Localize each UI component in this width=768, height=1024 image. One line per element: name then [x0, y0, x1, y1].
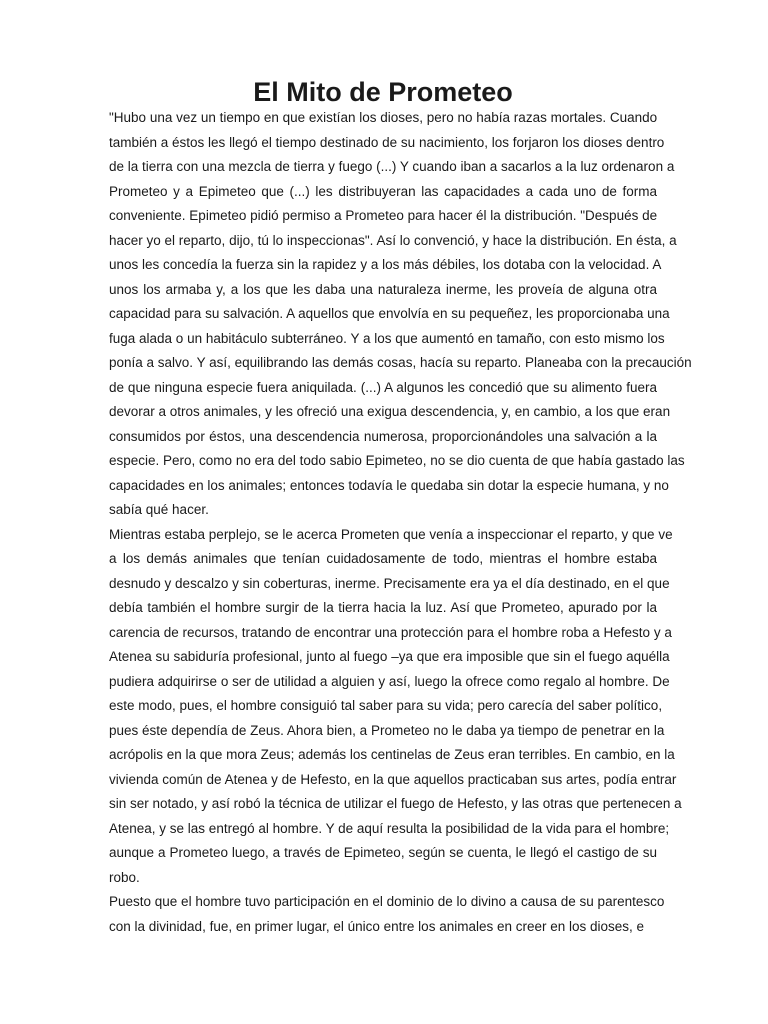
- text-line: sin ser notado, y así robó la técnica de utilizar el fuego de Hefesto, y las otras que pertenecen a: [109, 796, 682, 811]
- document-title: El Mito de Prometeo: [253, 77, 513, 107]
- text-line: robo.: [109, 869, 140, 885]
- text-line: Prometeo y a Epimeteo que (...) les distribuyeran las capacidades a cada uno de forma: [109, 183, 657, 199]
- text-line: carencia de recursos, tratando de encontrar una protección para el hombre roba a Hefesto y a: [109, 624, 672, 640]
- paragraph: [109, 890, 665, 939]
- text-line: debía también el hombre surgir de la tierra hacia la luz. Así que Prometeo, apurado por la: [109, 600, 657, 615]
- text-line: conveniente. Epimeteo pidió permiso a Prometeo para hacer él la distribución. "Después de: [109, 208, 658, 223]
- text-line: unos los armaba y, a los que les daba una naturaleza inerme, les proveía de alguna otra: [109, 281, 657, 297]
- text-line: acrópolis en la que mora Zeus; además los centinelas de Zeus eran terribles. En cambio, en la: [109, 747, 675, 762]
- paragraph: [109, 523, 682, 891]
- text-line: a los demás animales que tenían cuidadosamente de todo, mientras el hombre estaba: [109, 551, 657, 566]
- text-line: devorar a otros animales, y les ofreció una exigua descendencia, y, en cambio, a los que eran: [109, 404, 671, 419]
- text-line: con la divinidad, fue, en primer lugar, el único entre los animales en creer en los dioses, e: [109, 918, 645, 934]
- text-line: de que ninguna especie fuera aniquilada. (...) A algunos les concedió que su alimento fuera: [109, 379, 657, 395]
- text-line: ponía a salvo. Y así, equilibrando las demás cosas, hacía su reparto. Planeaba con la precaución: [109, 355, 692, 370]
- document-body: [109, 77, 692, 939]
- text-line: de la tierra con una mezcla de tierra y fuego (...) Y cuando iban a sacarlos a la luz ordenaron a: [109, 159, 675, 174]
- text-line: Puesto que el hombre tuvo participación en el dominio de lo divino a causa de su parentesco: [109, 894, 665, 909]
- paragraphs-container: [109, 106, 692, 939]
- text-line: vivienda común de Atenea y de Hefesto, en la que aquellos practicaban sus artes, podía entrar: [109, 771, 677, 787]
- text-line: desnudo y descalzo y sin coberturas, inerme. Precisamente era ya el día destinado, en el que: [109, 575, 670, 591]
- text-line: Atenea su sabiduría profesional, junto al fuego –ya que era imposible que sin el fuego aquélla: [109, 649, 670, 664]
- text-line: aunque a Prometeo luego, a través de Epimeteo, según se cuenta, le llegó el castigo de su: [109, 845, 657, 860]
- text-line: hacer yo el reparto, dijo, tú lo inspeccionas". Así lo convenció, y hace la distribución. En ésta, a: [109, 232, 677, 248]
- text-line: también a éstos les llegó el tiempo destinado de su nacimiento, los forjaron los dioses dentro: [109, 134, 665, 150]
- text-line: capacidades en los animales; entonces todavía le quedaba sin dotar la especie humana, y no: [109, 477, 669, 493]
- paragraph: [109, 106, 692, 523]
- text-line: fuga alada o un habitáculo subterráneo. Y a los que aumentó en tamaño, con esto mismo los: [109, 330, 665, 346]
- text-line: especie. Pero, como no era del todo sabio Epimeteo, no se dio cuenta de que había gastado las: [109, 453, 685, 468]
- text-line: Atenea, y se las entregó al hombre. Y de aquí resulta la posibilidad de la vida para el hombre;: [109, 820, 670, 836]
- text-line: pues éste dependía de Zeus. Ahora bien, a Prometeo no le daba ya tiempo de penetrar en la: [109, 722, 665, 738]
- text-line: este modo, pues, el hombre consiguió tal saber para su vida; pero carecía del saber político,: [109, 698, 663, 713]
- text-line: consumidos por éstos, una descendencia numerosa, proporcionándoles una salvación a la: [109, 428, 657, 444]
- text-line: capacidad para su salvación. A aquellos que envolvía en su pequeñez, les proporcionaba una: [109, 306, 670, 321]
- text-line: "Hubo una vez un tiempo en que existían los dioses, pero no había razas mortales. Cuando: [109, 110, 658, 125]
- text-line: pudiera adquirirse o ser de utilidad a alguien y así, luego la ofrece como regalo al hombre. De: [109, 673, 670, 689]
- text-line: Mientras estaba perplejo, se le acerca Prometen que venía a inspeccionar el reparto, y que ve: [109, 526, 673, 542]
- text-line: unos les concedía la fuerza sin la rapidez y a los más débiles, los dotaba con la velocidad. A: [109, 257, 662, 272]
- text-line: sabía qué hacer.: [109, 502, 209, 517]
